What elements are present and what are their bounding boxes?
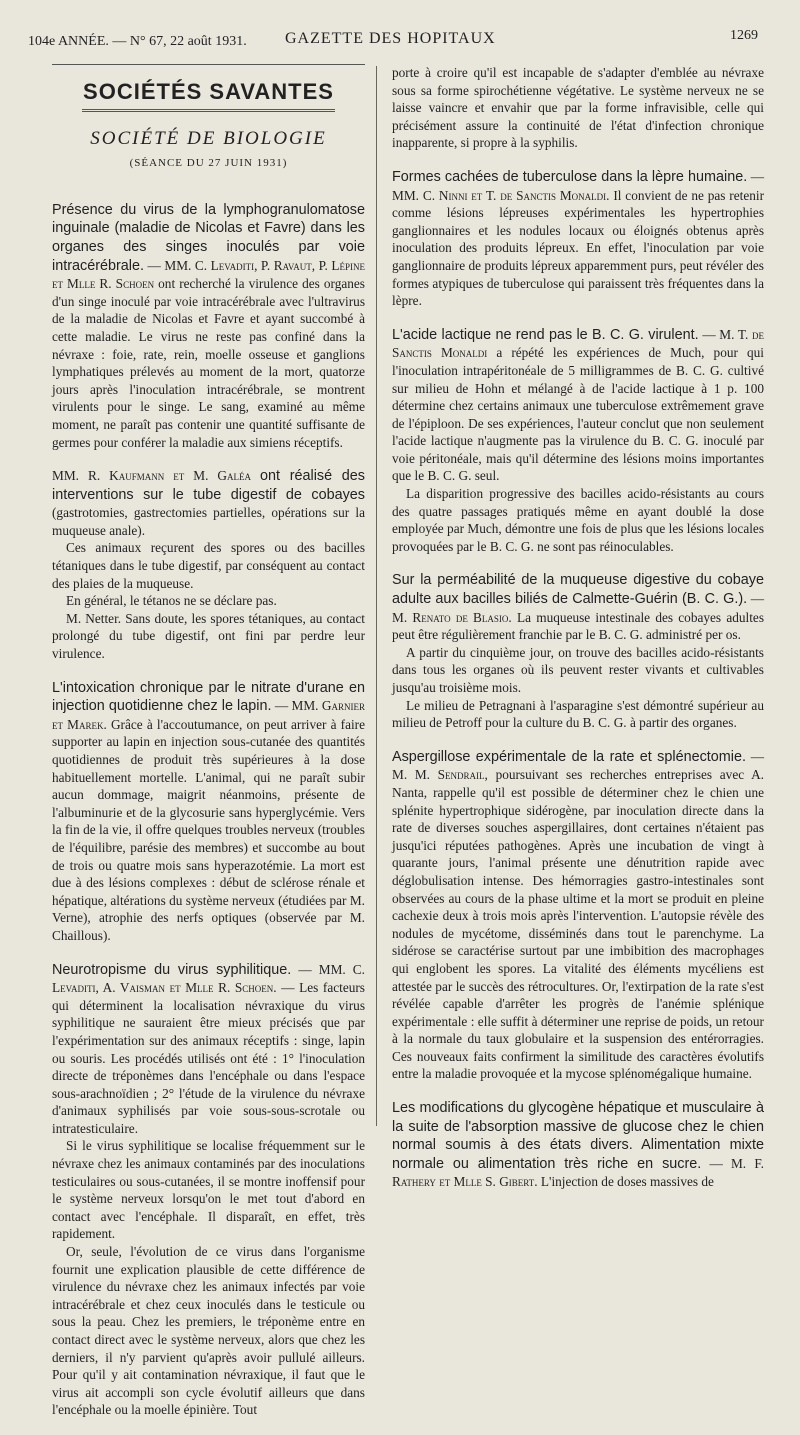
article-paragraph [52, 539, 365, 592]
society-name: SOCIÉTÉ DE BIOLOGIE [90, 127, 327, 149]
session-date: (SÉANCE DU 27 JUIN 1931) [129, 157, 288, 170]
article-paragraph [392, 571, 764, 643]
article-paragraph [392, 1099, 764, 1191]
article-title: Les modifications du glycogène hépatique et musculaire à la suite de l'absorption massive de glucose chez le chien normal soumis à des états divers. Alimentation mixte normale ou alimentation très riche en sucre. [392, 1100, 764, 1172]
article-title: Formes cachées de tuberculose dans la lèpre humaine. [392, 168, 748, 185]
article [52, 679, 365, 945]
article-text: En général, le tétanos ne se déclare pas. [66, 593, 277, 609]
article-paragraph [52, 592, 365, 610]
article-text: A partir du cinquième jour, on trouve des bacilles acido-résistants dans tous les organes où ils peuvent rester vivants et cultivables jusqu'au troisième mois. [392, 644, 764, 695]
article-text: porte à croire qu'il est incapable de s'adapter d'emblée au névraxe sous sa forme spirochétienne végétative. Le système nerveux ne se laisse vaincre et envahir que par la forme infravisible, celle qui précisément assure la continuité de l'état d'infection chronique inapparente, si propre à la syphilis. [392, 65, 764, 151]
article-paragraph [52, 1137, 365, 1243]
article-paragraph [392, 644, 764, 697]
article [392, 168, 764, 310]
article-authors: — MM. Garnier et Marek. [52, 698, 365, 732]
article-text: Le milieu de Petragnani à l'asparagine s'est démontré supérieur au milieu de Petroff pour la culture du B. C. G. à partir des organes. [392, 697, 764, 731]
article-authors: — M. T. de Sanctis Monaldi [392, 326, 764, 361]
article [52, 201, 365, 451]
article-text: (gastrotomies, gastrectomies partielles, opérations sur la muqueuse anale). [52, 505, 365, 538]
left-articles [52, 201, 365, 1419]
article-authors: — MM. C. Levaditi, A. Vaisman et Mlle R. Schoen. [52, 961, 366, 996]
right-articles [392, 64, 764, 1191]
article-paragraph [52, 467, 365, 539]
article-text: Ces animaux reçurent des spores ou des bacilles tétaniques dans le tube digestif, par conséquent au contact des plaies de la muqueuse. [52, 540, 365, 591]
page-header [0, 0, 800, 56]
article-title: Aspergillose expérimentale de la rate et splénectomie. [392, 748, 746, 765]
article-authors: MM. R. Kaufmann et M. Galéa [52, 468, 252, 484]
article [52, 961, 365, 1419]
page-number: 1269 [730, 28, 758, 43]
article-paragraph [52, 201, 365, 451]
column-divider [376, 66, 377, 1126]
article-paragraph [392, 326, 764, 485]
article-text: La muqueuse intestinale des cobayes adultes peut être régulièrement franchie par le B. C. G. administré per os. [392, 609, 765, 643]
article-text: Grâce à l'accoutumance, on peut arriver à faire supporter au lapin en injection sous-cutanée des quantités quotidiennes de produit très supérieures à la dose habituellement mortelle. L'animal, qui ne paraît subir aucun dommage, maigrit néanmoins, présente de l'albuminurie et de la glycosurie sans hyperglycémie. Vers la fin de la vie, il offre quelques troubles nerveux (troubles de l'équilibre, parésie des membres) et succombe au bout de trois ou quatre mois sans hyperazotémie. La mort est due à des lésions complexes : début de sclérose rénale et hépatique, altérations du système nerveux (étudiées par M. Verne), atrophie des nerfs optiques (observée par M. Chaillous). [52, 716, 365, 943]
article-title: Sur la perméabilité de la muqueuse digestive du cobaye adulte aux bacilles biliés de Calmette-Guérin (B. C. G.). [392, 572, 764, 608]
section-double-rule [82, 109, 335, 112]
article-paragraph [392, 697, 764, 732]
article-title: L'acide lactique ne rend pas le B. C. G. virulent. [392, 326, 699, 343]
article [392, 748, 764, 1083]
article-text: Il convient de ne pas retenir comme lésions lépreuses expérimentales les hypertrophies ganglionnaires et les nodules locaux ou éloignés obtenus après inoculation des produits lépreux. En effet, l'inoculation par voie ganglionnaire de produits lépreux apparemment purs, peut révéler des formes atypiques de tuberculose qui paraissent très fréquentes dans la lèpre. [392, 187, 765, 309]
article-text: M. Netter. Sans doute, les spores tétaniques, au contact prolongé du tube digestif, ont fini par perdre leur virulence. [52, 610, 365, 662]
article-authors: — MM. C. Levaditi, P. Ravaut, P. Lépine et Mlle R. Schoen [52, 257, 366, 292]
article-paragraph [52, 1243, 365, 1419]
article-paragraph [392, 168, 764, 310]
article [392, 1099, 764, 1191]
article-text: ont recherché la virulence des organes d'un singe inoculé par voie intracérébrale avec l'ultravirus de la maladie de Nicolas et Favre et ayant succombé à cette maladie. Le virus ne reste pas confiné dans la névraxe : foie, rate, rein, moelle osseuse et ganglions lymphatiques prélevés au moment de la mort, quatorze jours après l'inoculation intracérébrale, se montrent virulents pour le singe. Le sang, examiné au même moment, ne paraît pas contenir une quantité suffisante de germes pour conférer la maladie aux simiens réceptifs. [52, 276, 365, 450]
article-authors: — M. F. Rathery et Mlle S. Gibert. [392, 1155, 764, 1190]
journal-title: GAZETTE DES HOPITAUX [285, 30, 496, 47]
article-paragraph [392, 64, 764, 152]
article-text: Or, seule, l'évolution de ce virus dans l'organisme fournit une explication plausible de cette différence de virulence du névraxe chez les animaux infectés par voie intracérébrale et chez ceux inoculés dans le testicule ou sous la peau. Chez les premiers, le tréponème entre en contact direct avec le système nerveux, alors que chez les derniers, il n'y parvient qu'après avoir pullulé ailleurs. Pour qu'il y ait contamination névraxique, il faut que le virus ait accompli son cycle évolutif ailleurs que dans l'encéphale ou la moelle épinière. Tout [52, 1244, 365, 1418]
article-paragraph [392, 485, 764, 555]
section-top-rule [52, 64, 365, 65]
article-text: — Les facteurs qui déterminent la localisation névraxique du virus syphilitique ne sauraient être mieux précisés que par l'expérimentation sur des animaux réceptifs : singe, lapin ou souris. Les procédés utilisés ont été : 1° l'inoculation directe de tréponèmes dans l'encéphale ou dans l'espace sous-arachnoïdien ; 2° l'étude de la virulence du névraxe d'animaux syphilisés par voie sous-sous-scrotale ou intratesticulaire. [52, 980, 365, 1136]
article-text: Si le virus syphilitique se localise fréquemment sur le névraxe chez les animaux contaminés par des inoculations testiculaires ou sous-cutanées, il se montre inoffensif pour le système nerveux lorsqu'on le met tout d'abord en contact avec l'encéphale. Il disparaît, en effet, très rapidement. [52, 1138, 365, 1242]
article-paragraph [392, 748, 764, 1083]
article [392, 64, 764, 152]
article-text: La disparition progressive des bacilles acido-résistants au cours des quatre passages pratiqués même en ayant doublé la dose employée par Much, démontre une fois de plus que les lésions locales provoquées par le B. C. G. ne sont pas réinoculables. [392, 486, 764, 554]
article-title: Présence du virus de la lymphogranulomatose inguinale (maladie de Nicolas et Favre) dans les organes des singes inoculés par voie intracérébrale. [52, 201, 365, 274]
article-text: a répété les expériences de Much, pour qui l'inoculation intrapéritonéale de 5 milligrammes de B. C. G. cultivé sur milieu de Hohn et mélangé à de l'acide lactique à 1 p. 100 détermine chez certains animaux une tuberculose extrêmement grave de l'épiploon. De ses expériences, l'auteur conclut que non seulement l'acide lactique n'augmente pas la virulence du B. C. G. inoculé par voie péritonéale, mais qu'il détermine des lésions moins importantes que le B. C. G. seul. [392, 345, 764, 484]
article-paragraph [52, 610, 365, 663]
article-title: Neurotropisme du virus syphilitique. [52, 961, 292, 978]
article [392, 326, 764, 556]
article-authors: — M. Renato de Blasio. [392, 591, 764, 625]
article-title: L'intoxication chronique par le nitrate d'urane en injection quotidienne chez le lapin. [52, 679, 365, 715]
article-paragraph [52, 961, 365, 1138]
article-authors: — MM. C. Ninni et T. de Sanctis Monaldi. [392, 168, 764, 203]
article [392, 571, 764, 731]
issue-info: 104e ANNÉE. — N° 67, 22 août 1931. [28, 34, 247, 49]
right-column [392, 64, 764, 1207]
article-text: poursuivant ses recherches entreprises avec A. Nanta, rappelle qu'il est possible de déterminer chez le chien une splénite hypertrophique sidérogène, par inoculation directe dans la rate de diverses souches aspergillaires, dont certaines n'étaient pas jusqu'ici réputées pathogènes. Après une incubation de vingt à quarante jours, l'animal présente une dénutrition rapide avec déglobulisation intense. Des hémorragies gastro-intestinales sont observées au cours de la phase ultime et la mort se produit en pleine cachexie deux à trois mois après l'intervention. L'autopsie révèle des nodules de mycétome, disséminés dans tout le parenchyme. La sidérose se caractérise surtout par une imbibition des macrophages qui englobent les spores. La vitalité des éléments mycéliens est attestée par le succès des rétrocultures. Or, l'extirpation de la rate s'est révélée capable d'arrêter les progrès de l'anémie splénique expérimentale : elle suffit à déterminer une reprise de poids, un retour à la normale du taux globulaire et la suspension des entérorragies. Ces nouveaux faits confirment la similitude des caractères évolutifs entre la maladie provoquée et la mycose splénomégalique humaine. [392, 767, 764, 1082]
article-title: ont réalisé des interventions sur le tube digestif de cobayes [52, 468, 365, 503]
left-column [52, 64, 365, 1435]
article-text: L'injection de doses massives de [540, 1174, 714, 1190]
article-authors: — M. M. Sendrail, [392, 748, 764, 783]
article-paragraph [52, 679, 365, 945]
article [52, 467, 365, 663]
section-title: SOCIÉTÉS SAVANTES [83, 79, 334, 104]
